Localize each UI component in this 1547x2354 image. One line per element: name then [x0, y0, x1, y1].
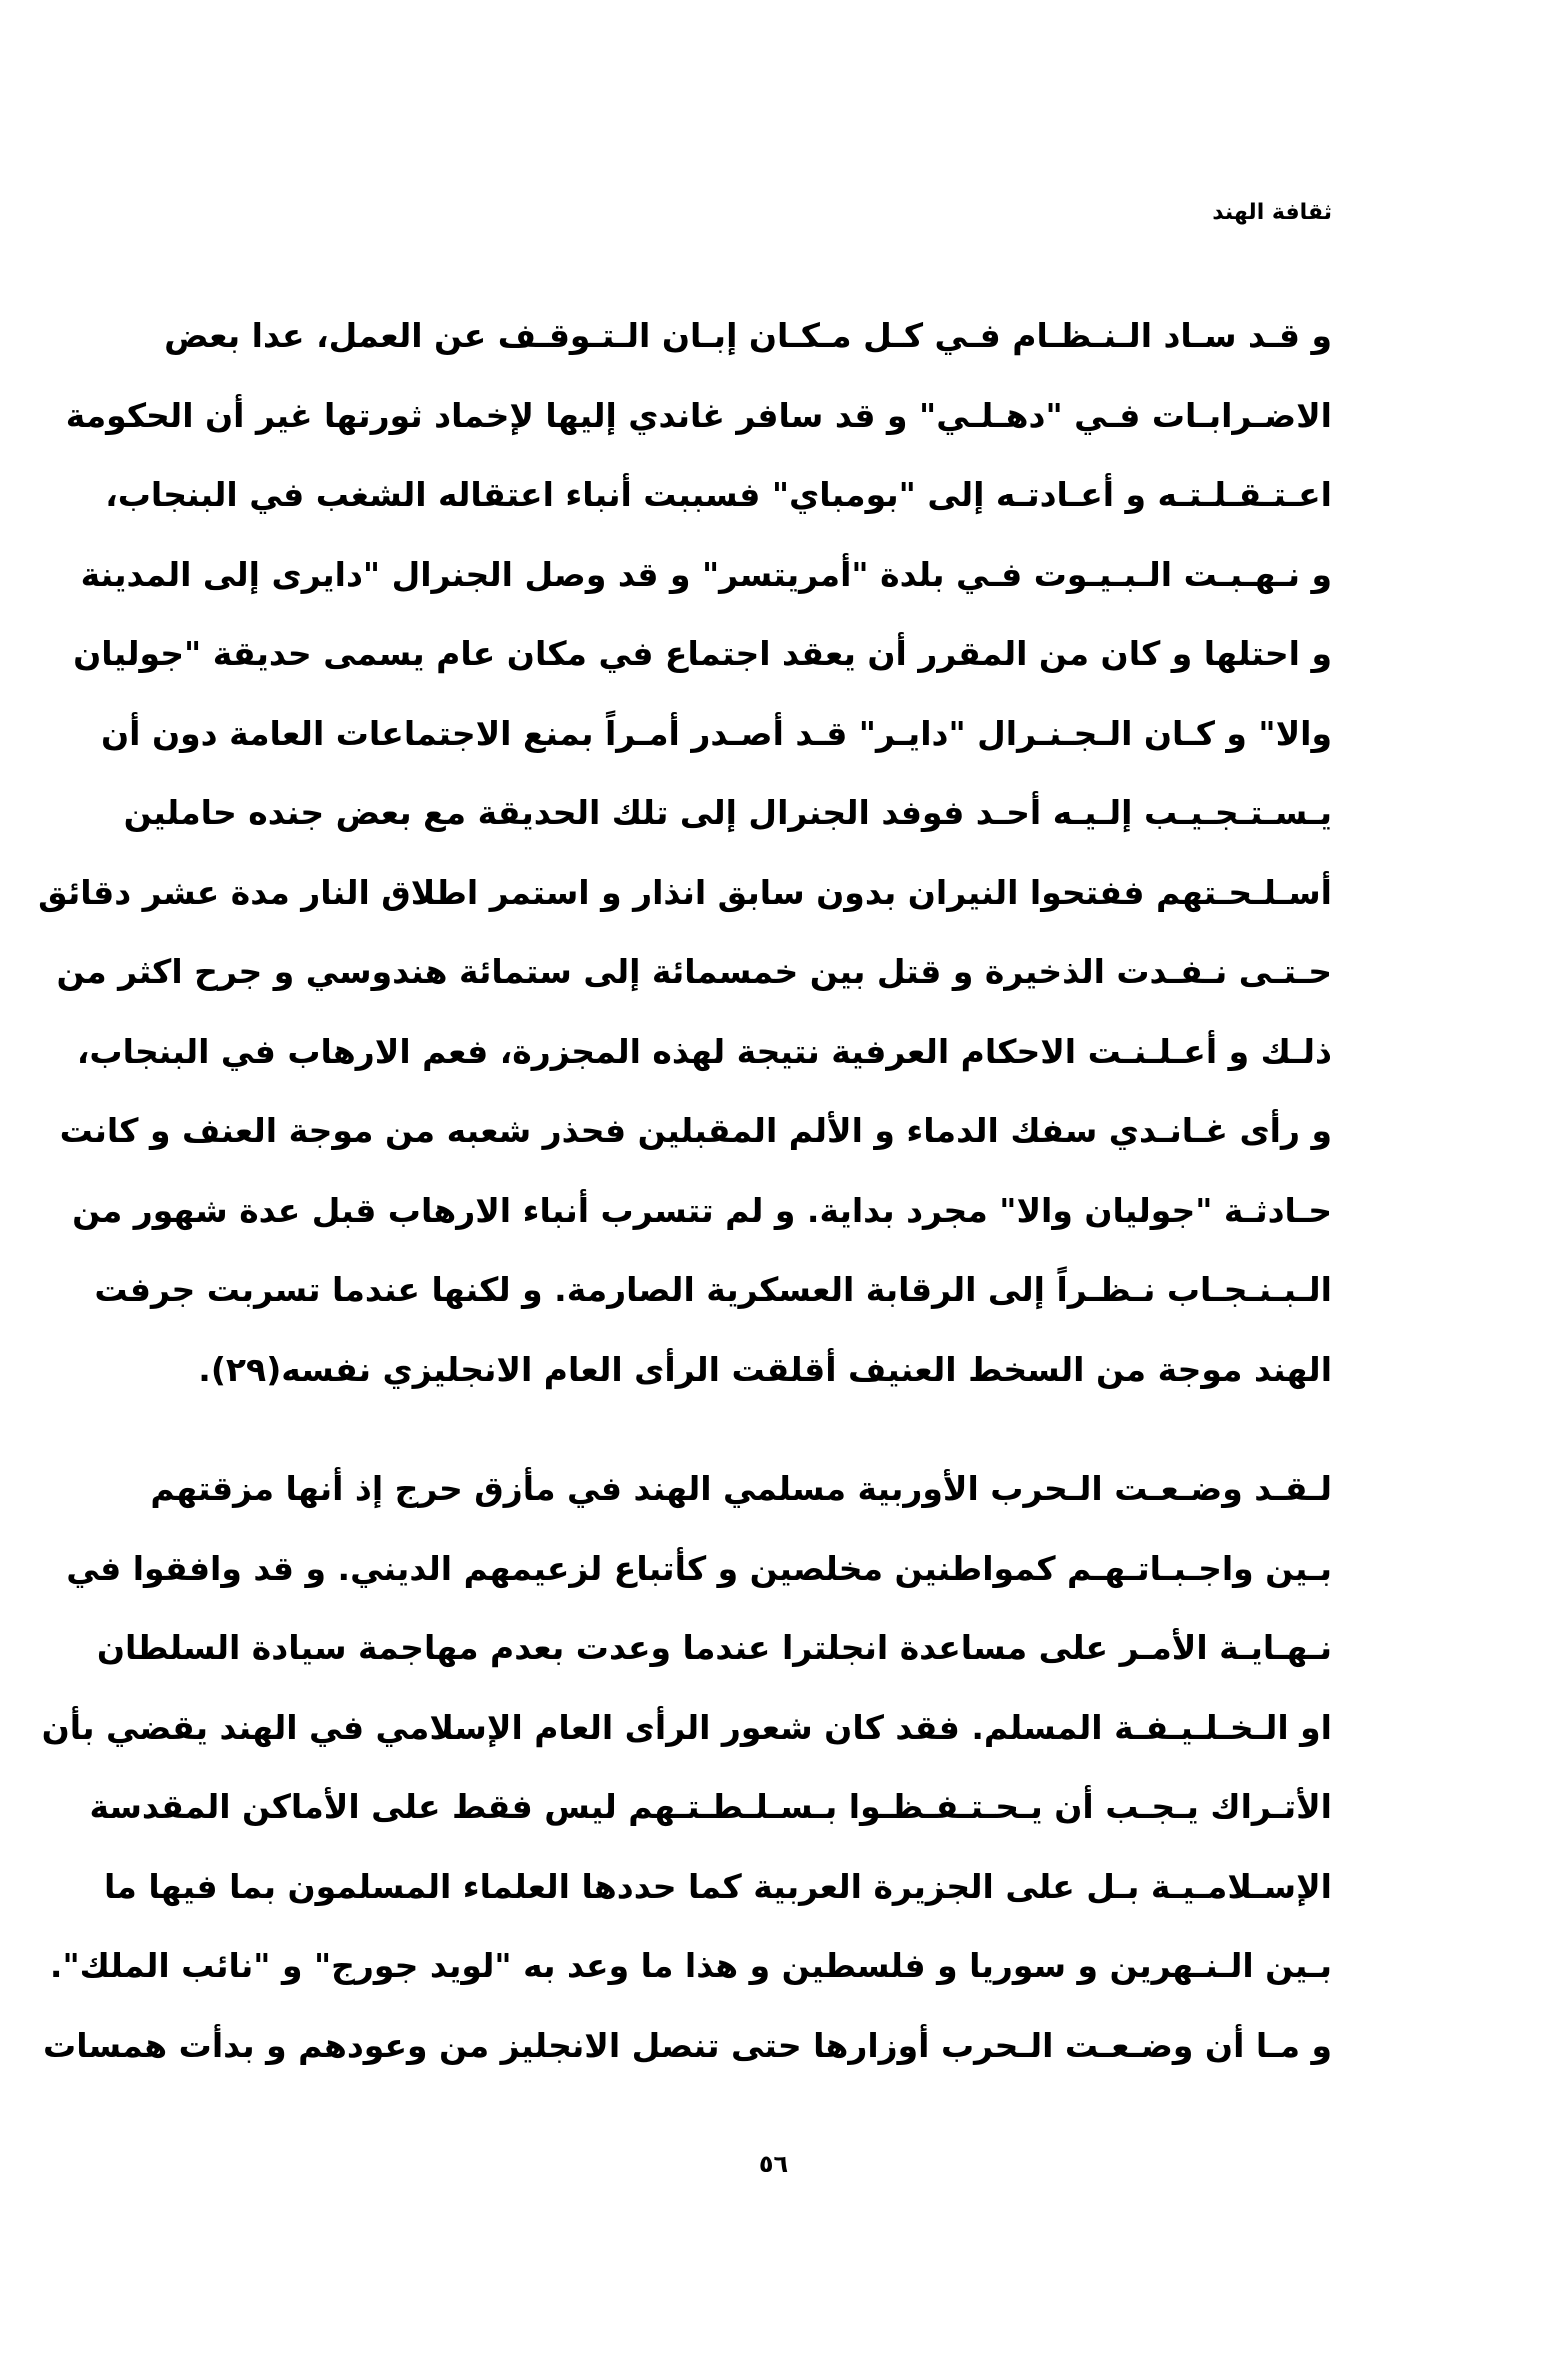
paragraph-2 — [41, 1449, 1332, 2085]
text-line: الـبـنـجـاب نـظـراً إلى الرقابة العسكرية الصارمة. و لكنها عندما تسربت جرفت — [94, 1270, 1332, 1309]
text-line: الإسـلامـيـة بـل على الجزيرة العربية كما حددها العلماء المسلمون بما فيها ما — [104, 1866, 1332, 1906]
body-text — [38, 296, 1332, 2085]
text-line: الاضـرابـات فـي "دهـلـي" و قد سافر غاندي إليها لإخماد ثورتها غير أن الحكومة — [65, 395, 1332, 435]
page-number: ٥٦ — [758, 2150, 789, 2178]
text-line: اعـتـقـلـتـه و أعـادتـه إلى "بومباي" فسببت أنباء اعتقاله الشغب في البنجاب، — [105, 475, 1332, 514]
text-line: بـين واجـبـاتـهـم كمواطنين مخلصين و كأتباع لزعيمهم الديني. و قد وافقوا في — [66, 1548, 1332, 1588]
text-line: والا" و كـان الـجـنـرال "دايـر" قـد أصـدر أمـراً بمنع الاجتماعات العامة دون أن — [101, 713, 1332, 753]
text-line: و رأى غـانـدي سفك الدماء و الألم المقبلين فحذر شعبه من موجة العنف و كانت — [59, 1111, 1332, 1150]
text-line: و احتلها و كان من المقرر أن يعقد اجتماع في مكان عام يسمى حديقة "جوليان — [73, 634, 1332, 673]
text-line: بـين الـنـهرين و سوريا و فلسطين و هذا ما وعد به "لويد جورج" و "نائب الملك". — [49, 1946, 1332, 1985]
text-line: الأتـراك يـجـب أن يـحـتـفـظـوا بـسـلـطـتـهم ليس فقط على الأماكن المقدسة — [89, 1787, 1332, 1826]
text-line: نـهـايـة الأمـر على مساعدة انجلترا عندما وعدت بعدم مهاجمة سيادة السلطان — [96, 1628, 1332, 1667]
running-header: ثقافة الهند — [1212, 200, 1332, 225]
text-line: الهند موجة من السخط العنيف أقلقت الرأى العام الانجليزي نفسه(٢٩). — [198, 1349, 1332, 1389]
text-line: و مـا أن وضـعـت الـحرب أوزارها حتى تنصل الانجليز من وعودهم و بدأت همسات — [43, 2025, 1332, 2065]
text-line: و قـد سـاد الـنـظـام فـي كـل مـكـان إبـان الـتـوقـف عن العمل، عدا بعض — [164, 316, 1332, 355]
text-line: أسـلـحـتهم ففتحوا النيران بدون سابق انذار و استمر اطلاق النار مدة عشر دقائق — [38, 872, 1332, 912]
paragraph-1 — [38, 296, 1332, 1409]
text-line: حـتـى نـفـدت الذخيرة و قتل بين خمسمائة إلى ستمائة هندوسي و جرح اكثر من — [56, 952, 1332, 991]
text-line: او الـخـلـيـفـة المسلم. فقد كان شعور الرأى العام الإسلامي في الهند يقضي بأن — [41, 1707, 1332, 1747]
text-line: لـقـد وضـعـت الـحرب الأوربية مسلمي الهند في مأزق حرج إذ أنها مزقتهم — [150, 1469, 1332, 1508]
text-line: يـسـتـجـيـب إلـيـه أحـد فوفد الجنرال إلى تلك الحديقة مع بعض جنده حاملين — [123, 793, 1332, 832]
text-line: و نـهـبـت الـبـيـوت فـي بلدة "أمريتسر" و قد وصل الجنرال "دايرى إلى المدينة — [80, 554, 1332, 594]
text-line: حـادثـة "جوليان والا" مجرد بداية. و لم تتسرب أنباء الارهاب قبل عدة شهور من — [72, 1190, 1332, 1230]
text-line: ذلـك و أعـلـنـت الاحكام العرفية نتيجة لهذه المجزرة، فعم الارهاب في البنجاب، — [76, 1031, 1332, 1071]
